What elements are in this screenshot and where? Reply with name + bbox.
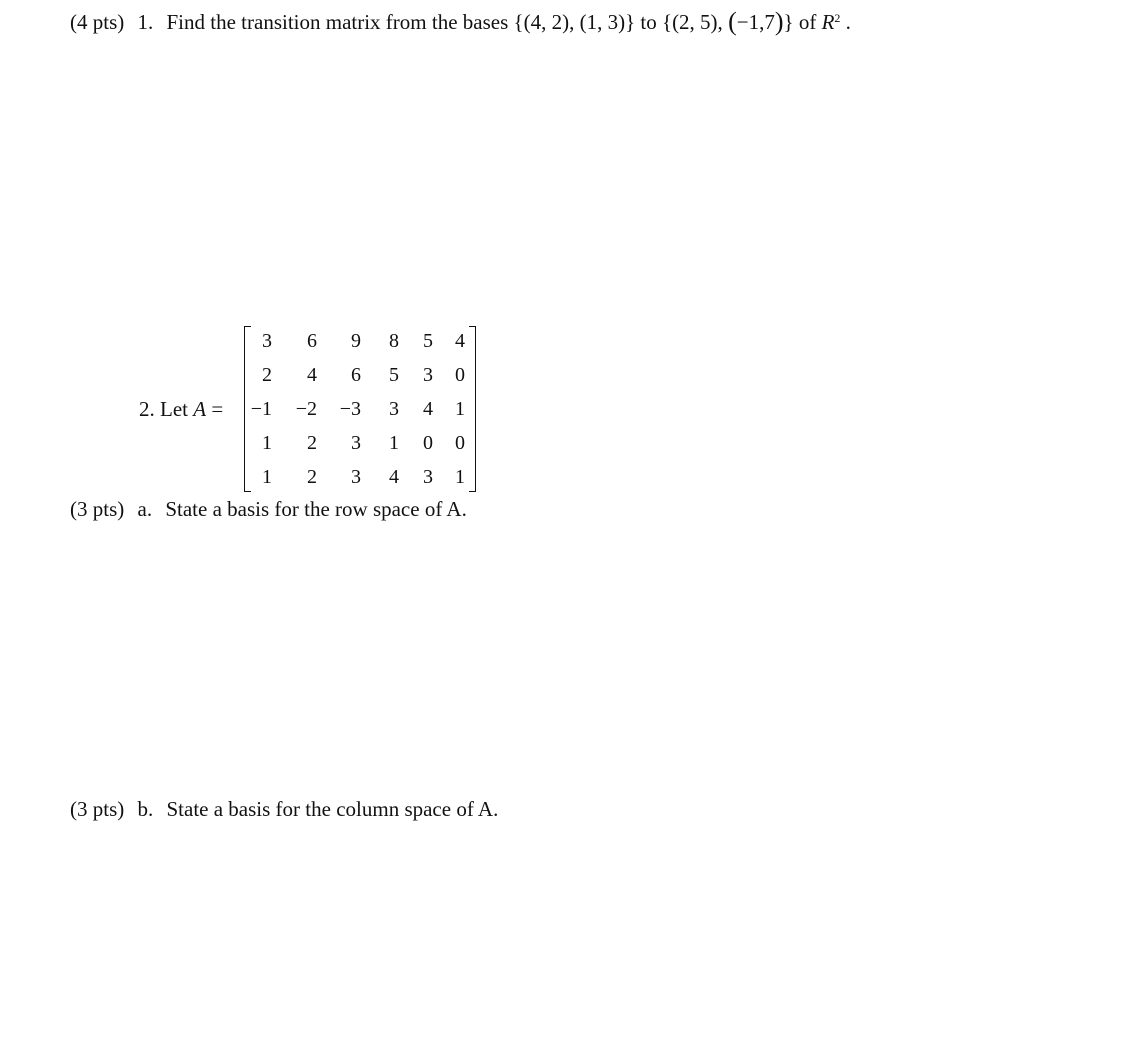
matrix-A: [244, 326, 476, 490]
matrix-cell-r3-c4: 3: [389, 398, 399, 420]
matrix-cell-r3-c2: −2: [295, 398, 317, 420]
q1-number: 1.: [137, 10, 154, 34]
q2-A: A: [193, 397, 207, 421]
matrix-cell-r5-c2: 2: [307, 466, 317, 488]
q2-number: 2.: [139, 397, 155, 421]
matrix-cell-r5-c3: 3: [351, 466, 361, 488]
matrix-cell-r3-c3: −3: [339, 398, 361, 420]
matrix-cell-r5-c5: 3: [423, 466, 433, 488]
q1-points: (4 pts): [70, 10, 125, 34]
matrix-cell-r2-c3: 6: [351, 364, 361, 386]
q1-text: Find the transition matrix from the bases {(4, 2), (1, 3)} to {(2, 5),: [166, 10, 723, 34]
matrix-cell-r1-c1: 3: [262, 330, 272, 352]
q1-R: R: [821, 10, 835, 34]
q1-after: } of: [783, 10, 817, 34]
question-2-label: [139, 396, 223, 422]
matrix-cell-r1-c3: 9: [351, 330, 361, 352]
matrix-cell-r5-c1: 1: [262, 466, 272, 488]
question-2b: [70, 796, 498, 822]
q2-eq: =: [211, 397, 224, 421]
matrix-cell-r5-c4: 4: [389, 466, 399, 488]
q1-paren-close: ): [774, 7, 784, 36]
matrix-cell-r2-c6: 0: [455, 364, 465, 386]
matrix-cell-r5-c6: 1: [455, 466, 465, 488]
q2b-label: b.: [137, 797, 154, 821]
matrix-cell-r2-c5: 3: [423, 364, 433, 386]
matrix-cell-r4-c5: 0: [423, 432, 433, 454]
matrix-cell-r2-c4: 5: [389, 364, 399, 386]
matrix-cell-r3-c5: 4: [423, 398, 433, 420]
matrix-cell-r4-c3: 3: [351, 432, 361, 454]
matrix-cell-r1-c4: 8: [389, 330, 399, 352]
matrix-cell-r4-c6: 0: [455, 432, 465, 454]
q2b-points: (3 pts): [70, 797, 125, 821]
matrix-cell-r1-c5: 5: [423, 330, 433, 352]
question-1: [70, 8, 851, 35]
matrix-cell-r3-c1: −1: [250, 398, 272, 420]
q1-inner: −1,7: [736, 10, 775, 34]
q2b-text: State a basis for the column space of A.: [166, 797, 499, 821]
question-2a: [70, 496, 467, 522]
matrix-right-bracket: [469, 326, 476, 492]
q1-end: .: [845, 10, 851, 34]
matrix-cell-r3-c6: 1: [455, 398, 465, 420]
matrix-cell-r4-c4: 1: [389, 432, 399, 454]
q1-paren-open: (: [728, 7, 737, 36]
q2a-text: State a basis for the row space of A.: [165, 497, 467, 521]
matrix-cell-r4-c2: 2: [307, 432, 317, 454]
matrix-cell-r2-c2: 4: [307, 364, 317, 386]
matrix-cell-r1-c2: 6: [307, 330, 317, 352]
matrix-cell-r2-c1: 2: [262, 364, 272, 386]
q2a-label: a.: [137, 497, 153, 521]
matrix-cell-r1-c6: 4: [455, 330, 465, 352]
q2a-points: (3 pts): [70, 497, 125, 521]
q1-exponent: 2: [834, 11, 841, 25]
q2-let: Let: [160, 397, 188, 421]
matrix-cell-r4-c1: 1: [262, 432, 272, 454]
